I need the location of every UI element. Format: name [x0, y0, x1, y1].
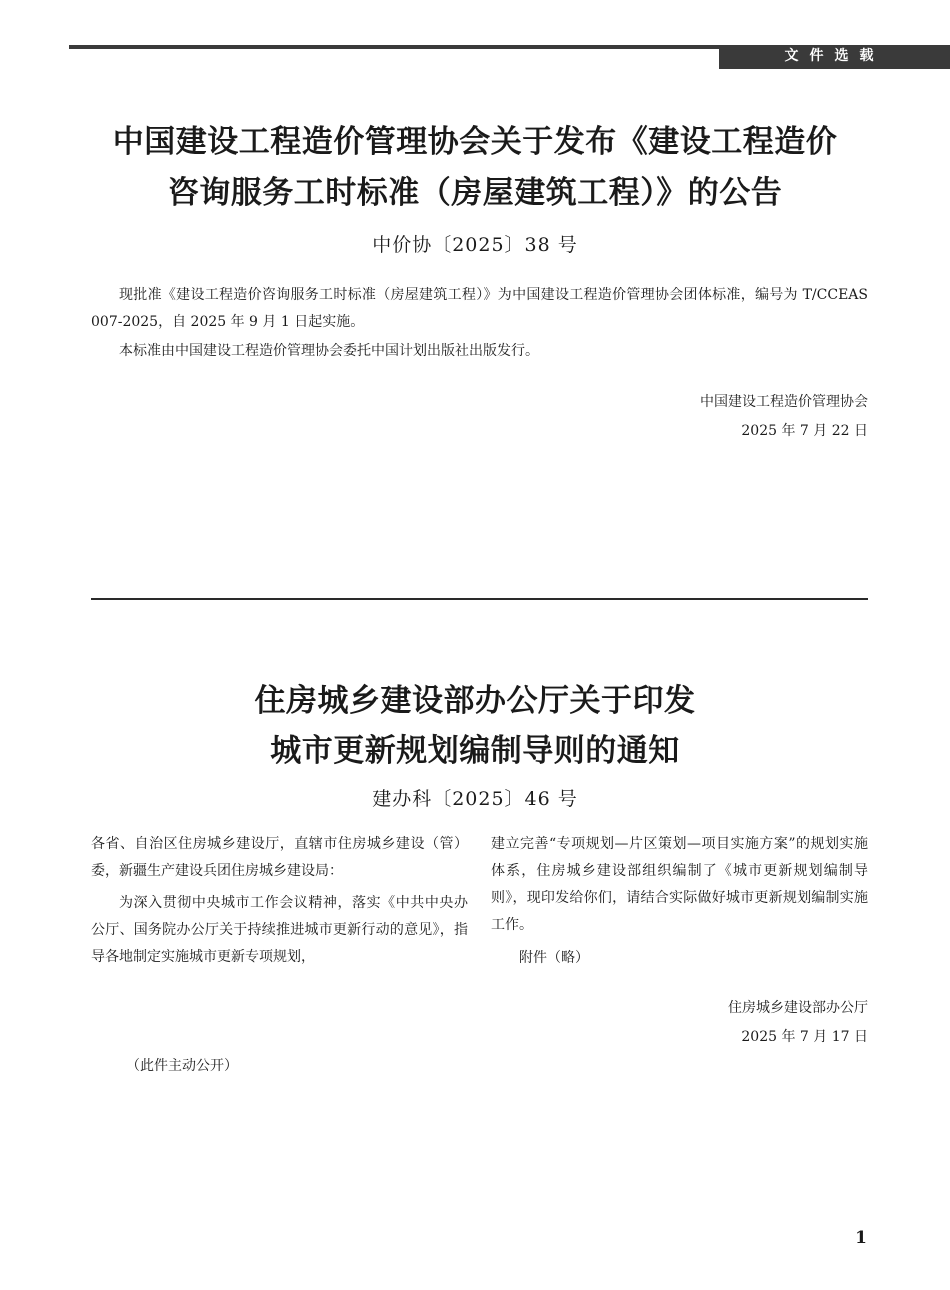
section-divider: [91, 598, 868, 600]
notice2-body-right: 建立完善“专项规划—片区策划—项目实施方案”的规划实施体系，住房城乡建设部组织编制了《城市更新规划编制导则》，现印发给你们，请结合实际做好城市更新规划编制实施工作。: [491, 836, 868, 933]
notice1-title-line1: 中国建设工程造价管理协会关于发布《建设工程造价: [112, 124, 838, 160]
notice1-date: 2025 年 7 月 22 日: [741, 423, 868, 439]
notice2-doc-number: 建办科〔2025〕46 号: [372, 788, 578, 810]
section-label: 文件选载: [719, 45, 950, 69]
notice1-issuer: 中国建设工程造价管理协会: [700, 394, 868, 410]
page-number: 1: [855, 1228, 867, 1248]
public-disclosure-note: （此件主动公开）: [126, 1058, 238, 1074]
notice2-salutation: 各省、自治区住房城乡建设厅，直辖市住房城乡建设（管）委，新疆生产建设兵团住房城乡建设局：: [91, 836, 468, 879]
notice2-title-line1: 住房城乡建设部办公厅关于印发: [254, 683, 696, 719]
notice2-issuer: 住房城乡建设部办公厅: [728, 1000, 868, 1016]
notice1-paragraph-2: 本标准由中国建设工程造价管理协会委托中国计划出版社出版发行。: [119, 343, 539, 359]
notice2-attachment: 附件（略）: [519, 950, 589, 966]
notice1-doc-number: 中价协〔2025〕38 号: [372, 234, 578, 256]
notice2-body-left: 为深入贯彻中央城市工作会议精神，落实《中共中央办公厅、国务院办公厅关于持续推进城市更新行动的意见》，指导各地制定实施城市更新专项规划，: [91, 895, 468, 965]
notice1-paragraph-1: 现批准《建设工程造价咨询服务工时标准（房屋建筑工程）》为中国建设工程造价管理协会团体标准，编号为 T/CCEAS 007-2025，自 2025 年 9 月 1 日起实施。: [91, 287, 868, 330]
notice2-date: 2025 年 7 月 17 日: [741, 1029, 868, 1045]
notice1-title-line2: 咨询服务工时标准（房屋建筑工程）》的公告: [167, 175, 783, 211]
notice2-title-line2: 城市更新规划编制导则的通知: [270, 733, 680, 769]
